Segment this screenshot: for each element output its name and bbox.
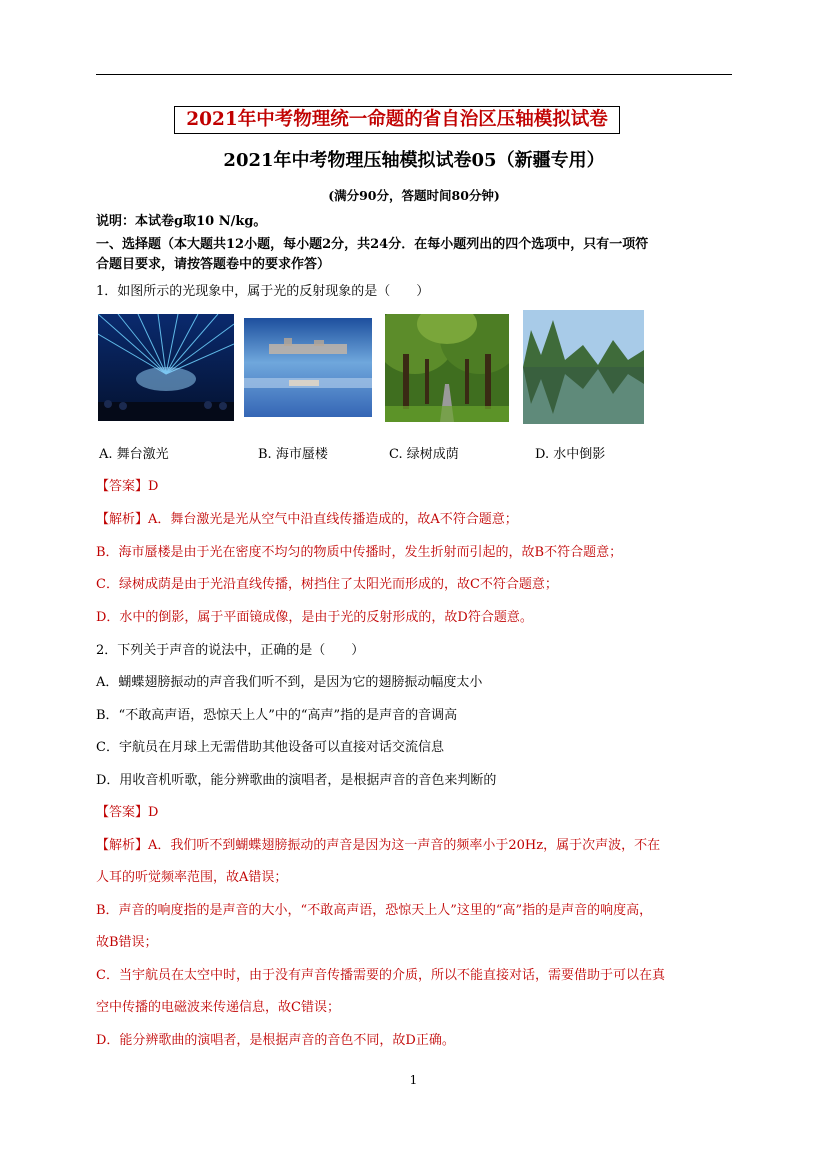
q1-answer: 【答案】D bbox=[96, 479, 159, 494]
q2-option-d: D．用收音机听歌，能分辨歌曲的演唱者，是根据声音的音色来判断的 bbox=[96, 773, 497, 788]
q2-analysis-line: 【解析】A．我们听不到蝴蝶翅膀振动的声音是因为这一声音的频率小于20Hz，属于次声波，不在 bbox=[96, 838, 661, 853]
section-heading-line1: 一、选择题（本大题共12小题，每小题2分，共24分．在每小题列出的四个选项中，只有一项符 bbox=[96, 237, 649, 252]
mirage-image bbox=[244, 318, 372, 417]
q2-answer: 【答案】D bbox=[96, 805, 159, 820]
exam-banner: 2021年中考物理统一命题的省自治区压轴模拟试卷 bbox=[174, 106, 620, 134]
q2-analysis-line: D．能分辨歌曲的演唱者，是根据声音的音色不同，故D正确。 bbox=[96, 1033, 455, 1048]
q1-option-d: D. 水中倒影 bbox=[535, 447, 606, 462]
section-heading-line2: 合题目要求，请按答题卷中的要求作答） bbox=[96, 257, 331, 272]
question-1-stem: 1．如图所示的光现象中，属于光的反射现象的是（ ） bbox=[96, 284, 430, 299]
q2-option-a: A．蝴蝶翅膀振动的声音我们听不到，是因为它的翅膀振动幅度太小 bbox=[96, 675, 483, 690]
q1-option-c: C. 绿树成荫 bbox=[389, 447, 459, 462]
header-rule bbox=[96, 74, 732, 75]
q2-analysis-line: 人耳的听觉频率范围，故A错误； bbox=[96, 870, 288, 885]
question-2-stem: 2．下列关于声音的说法中，正确的是（ ） bbox=[96, 643, 365, 658]
exam-note: 说明：本试卷g取10 N/kg。 bbox=[96, 214, 267, 229]
q1-analysis-line: 【解析】A．舞台激光是光从空气中沿直线传播造成的，故A不符合题意； bbox=[96, 512, 518, 527]
q1-option-a: A. 舞台激光 bbox=[99, 447, 169, 462]
page-title: 2021年中考物理压轴模拟试卷05（新疆专用） bbox=[223, 150, 605, 171]
q2-option-c: C．宇航员在月球上无需借助其他设备可以直接对话交流信息 bbox=[96, 740, 444, 755]
q2-option-b: B．“不敢高声语，恐惊天上人”中的“高声”指的是声音的音调高 bbox=[96, 708, 458, 723]
water-reflection-image bbox=[523, 310, 644, 424]
q2-analysis-line: 空中传播的电磁波来传递信息，故C错误； bbox=[96, 1000, 340, 1015]
q2-analysis-line: 故B错误； bbox=[96, 935, 158, 950]
exam-subtitle: (满分90分，答题时间80分钟) bbox=[328, 188, 500, 203]
q1-analysis-line: D．水中的倒影，属于平面镜成像，是由于光的反射形成的，故D符合题意。 bbox=[96, 610, 533, 625]
q1-option-b: B. 海市蜃楼 bbox=[258, 447, 328, 462]
q1-analysis-line: C．绿树成荫是由于光沿直线传播，树挡住了太阳光而形成的，故C不符合题意； bbox=[96, 577, 558, 592]
stage-laser-image bbox=[98, 314, 234, 421]
q2-analysis-line: B．声音的响度指的是声音的大小，“不敢高声语，恐惊天上人”这里的“高”指的是声音的响度高， bbox=[96, 903, 653, 918]
q2-analysis-line: C．当宇航员在太空中时，由于没有声音传播需要的介质，所以不能直接对话，需要借助于可以在真 bbox=[96, 968, 665, 983]
page-number: 1 bbox=[409, 1073, 418, 1087]
green-trees-image bbox=[385, 314, 509, 422]
q1-analysis-line: B．海市蜃楼是由于光在密度不均匀的物质中传播时，发生折射而引起的，故B不符合题意； bbox=[96, 545, 623, 560]
